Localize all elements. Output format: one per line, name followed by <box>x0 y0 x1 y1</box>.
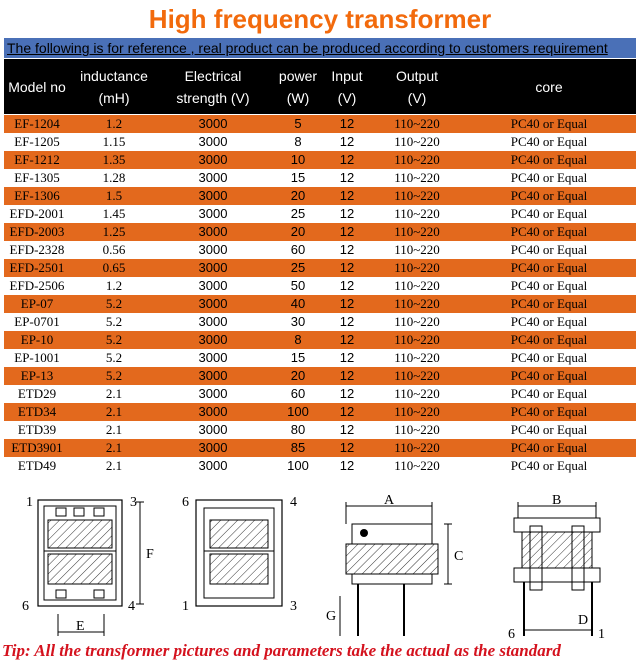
diagram-side-view <box>326 493 463 636</box>
header-input-line1: Input <box>331 67 363 84</box>
cell-power: 15 <box>290 170 306 185</box>
cell-inductance: 5.2 <box>105 350 123 365</box>
tip-text: Tip: All the transformer pictures and parameters take the actual as the standard <box>2 641 561 660</box>
cell-model: EFD-2501 <box>9 260 65 275</box>
table-row <box>4 439 636 457</box>
cell-strength: 3000 <box>198 404 228 419</box>
pin-label-1c: 1 <box>598 627 605 638</box>
cell-strength: 3000 <box>198 422 228 437</box>
dim-label-b: B <box>552 493 562 508</box>
header-output <box>372 59 462 114</box>
cell-core: PC40 or Equal <box>510 422 588 437</box>
header-input-line2: (V) <box>337 89 357 106</box>
cell-core: PC40 or Equal <box>510 404 588 419</box>
header-core: core <box>535 78 563 95</box>
cell-output: 110~220 <box>394 422 440 437</box>
cell-model: EF-1204 <box>14 116 60 131</box>
cell-input: 12 <box>339 440 355 455</box>
cell-inductance: 1.28 <box>102 170 126 185</box>
cell-power: 60 <box>290 386 306 401</box>
table-row <box>4 457 636 475</box>
cell-inductance: 1.15 <box>102 134 126 149</box>
cell-output: 110~220 <box>394 260 440 275</box>
cell-input: 12 <box>339 386 355 401</box>
cell-strength: 3000 <box>198 332 228 347</box>
pin-label-6c: 6 <box>508 627 515 638</box>
cell-model: EP-07 <box>20 296 54 311</box>
cell-output: 110~220 <box>394 314 440 329</box>
cell-model: EFD-2001 <box>9 206 65 221</box>
cell-strength: 3000 <box>198 152 228 167</box>
cell-strength: 3000 <box>198 386 228 401</box>
table-row <box>4 421 636 439</box>
cell-strength: 3000 <box>198 224 228 239</box>
cell-core: PC40 or Equal <box>510 332 588 347</box>
cell-model: ETD39 <box>17 422 57 437</box>
cell-inductance: 2.1 <box>105 386 123 401</box>
cell-model: EF-1306 <box>14 188 60 203</box>
cell-model: ETD29 <box>17 386 57 401</box>
header-strength-line1: Electrical <box>184 67 242 84</box>
cell-input: 12 <box>339 296 355 311</box>
dim-label-e: E <box>76 619 85 634</box>
pin-label-3: 3 <box>130 495 137 510</box>
cell-core: PC40 or Equal <box>510 350 588 365</box>
cell-inductance: 1.25 <box>102 224 126 239</box>
cell-model: EF-1305 <box>14 170 60 185</box>
cell-inductance: 0.56 <box>102 242 126 257</box>
header-inductance-line1: inductance <box>80 67 148 84</box>
cell-output: 110~220 <box>394 458 440 473</box>
cell-inductance: 5.2 <box>105 368 123 383</box>
cell-core: PC40 or Equal <box>510 170 588 185</box>
cell-model: EP-13 <box>20 368 54 383</box>
cell-core: PC40 or Equal <box>510 116 588 131</box>
cell-strength: 3000 <box>198 134 228 149</box>
cell-inductance: 1.35 <box>102 152 126 167</box>
header-inductance-line2: (mH) <box>98 89 130 106</box>
cell-inductance: 2.1 <box>105 422 123 437</box>
cell-strength: 3000 <box>198 170 228 185</box>
table-row <box>4 187 636 205</box>
dim-label-g: G <box>326 609 337 624</box>
cell-strength: 3000 <box>198 350 228 365</box>
cell-input: 12 <box>339 170 355 185</box>
cell-power: 20 <box>290 368 306 383</box>
cell-power: 8 <box>294 134 302 149</box>
cell-input: 12 <box>339 242 355 257</box>
cell-core: PC40 or Equal <box>510 296 588 311</box>
cell-strength: 3000 <box>198 260 228 275</box>
cell-input: 12 <box>339 152 355 167</box>
cell-output: 110~220 <box>394 368 440 383</box>
cell-core: PC40 or Equal <box>510 206 588 221</box>
cell-power: 15 <box>290 350 306 365</box>
dim-label-a: A <box>384 493 395 508</box>
cell-inductance: 2.1 <box>105 404 123 419</box>
cell-model: EF-1205 <box>14 134 60 149</box>
cell-inductance: 5.2 <box>105 332 123 347</box>
transformer-diagrams <box>0 486 640 638</box>
table-row <box>4 277 636 295</box>
dim-label-f: F <box>146 547 154 562</box>
header-output-line1: Output <box>395 67 439 84</box>
pin-label-6: 6 <box>22 599 29 614</box>
cell-power: 5 <box>294 116 302 131</box>
cell-core: PC40 or Equal <box>510 458 588 473</box>
cell-inductance: 2.1 <box>105 458 123 473</box>
cell-core: PC40 or Equal <box>510 152 588 167</box>
header-inductance <box>70 59 158 114</box>
cell-model: EF-1212 <box>14 152 60 167</box>
cell-input: 12 <box>339 404 355 419</box>
cell-power: 100 <box>287 404 309 419</box>
reference-note: The following is for reference , real product can be produced according to customers requirement <box>4 38 636 58</box>
cell-input: 12 <box>339 260 355 275</box>
table-row <box>4 385 636 403</box>
table-row <box>4 133 636 151</box>
cell-output: 110~220 <box>394 440 440 455</box>
cell-input: 12 <box>339 368 355 383</box>
cell-output: 110~220 <box>394 332 440 347</box>
cell-core: PC40 or Equal <box>510 368 588 383</box>
cell-power: 20 <box>290 224 306 239</box>
cell-strength: 3000 <box>198 242 228 257</box>
cell-inductance: 1.2 <box>105 278 123 293</box>
cell-model: EFD-2003 <box>9 224 65 239</box>
cell-output: 110~220 <box>394 170 440 185</box>
cell-model: EP-0701 <box>14 314 60 329</box>
cell-core: PC40 or Equal <box>510 224 588 239</box>
cell-power: 10 <box>290 152 306 167</box>
cell-output: 110~220 <box>394 386 440 401</box>
cell-input: 12 <box>339 314 355 329</box>
cell-inductance: 1.5 <box>105 188 123 203</box>
cell-output: 110~220 <box>394 188 440 203</box>
cell-input: 12 <box>339 332 355 347</box>
cell-input: 12 <box>339 422 355 437</box>
table-row <box>4 403 636 421</box>
cell-power: 50 <box>290 278 306 293</box>
page-title: High frequency transformer <box>148 4 492 34</box>
cell-output: 110~220 <box>394 404 440 419</box>
cell-output: 110~220 <box>394 296 440 311</box>
cell-strength: 3000 <box>198 314 228 329</box>
cell-model: ETD49 <box>17 458 57 473</box>
cell-inductance: 1.2 <box>105 116 123 131</box>
table-row <box>4 367 636 385</box>
cell-output: 110~220 <box>394 206 440 221</box>
pin-label-6b: 6 <box>182 495 189 510</box>
cell-core: PC40 or Equal <box>510 278 588 293</box>
cell-input: 12 <box>339 188 355 203</box>
header-input <box>322 59 372 114</box>
table-body <box>4 115 636 475</box>
table-row <box>4 259 636 277</box>
cell-power: 40 <box>290 296 306 311</box>
cell-strength: 3000 <box>198 440 228 455</box>
table-row <box>4 295 636 313</box>
table-row <box>4 169 636 187</box>
cell-strength: 3000 <box>198 188 228 203</box>
cell-power: 100 <box>287 458 309 473</box>
cell-inductance: 5.2 <box>105 296 123 311</box>
pin-label-1: 1 <box>26 495 33 510</box>
table-row <box>4 115 636 133</box>
table-row <box>4 313 636 331</box>
diagram-back-view <box>182 495 297 614</box>
cell-strength: 3000 <box>198 206 228 221</box>
cell-model: ETD34 <box>17 404 57 419</box>
dim-label-d: D <box>578 613 589 628</box>
cell-output: 110~220 <box>394 152 440 167</box>
cell-core: PC40 or Equal <box>510 134 588 149</box>
cell-strength: 3000 <box>198 296 228 311</box>
table-row <box>4 349 636 367</box>
cell-input: 12 <box>339 458 355 473</box>
cell-output: 110~220 <box>394 278 440 293</box>
cell-input: 12 <box>339 224 355 239</box>
pin-label-1b: 1 <box>182 599 189 614</box>
cell-inductance: 2.1 <box>105 440 123 455</box>
cell-core: PC40 or Equal <box>510 440 588 455</box>
table-header <box>4 59 636 114</box>
cell-power: 80 <box>290 422 306 437</box>
cell-output: 110~220 <box>394 350 440 365</box>
header-power-line1: power <box>278 67 318 84</box>
cell-strength: 3000 <box>198 116 228 131</box>
table-row <box>4 223 636 241</box>
cell-power: 60 <box>290 242 306 257</box>
cell-output: 110~220 <box>394 242 440 257</box>
diagram-end-view <box>508 493 605 638</box>
cell-output: 110~220 <box>394 134 440 149</box>
diagram-front-view <box>22 495 154 636</box>
cell-model: EFD-2328 <box>9 242 65 257</box>
cell-model: ETD3901 <box>11 440 63 455</box>
cell-core: PC40 or Equal <box>510 386 588 401</box>
header-model: Model no <box>8 78 66 95</box>
cell-power: 20 <box>290 188 306 203</box>
cell-model: EP-1001 <box>14 350 60 365</box>
dim-label-c: C <box>454 549 464 564</box>
cell-output: 110~220 <box>394 116 440 131</box>
cell-input: 12 <box>339 206 355 221</box>
cell-strength: 3000 <box>198 278 228 293</box>
cell-input: 12 <box>339 134 355 149</box>
pin-label-4b: 4 <box>290 495 297 510</box>
header-output-line2: (V) <box>407 89 427 106</box>
cell-core: PC40 or Equal <box>510 314 588 329</box>
header-strength <box>158 59 268 114</box>
cell-core: PC40 or Equal <box>510 242 588 257</box>
cell-power: 85 <box>290 440 306 455</box>
header-strength-line2: strength (V) <box>176 89 250 106</box>
cell-power: 25 <box>290 260 306 275</box>
cell-core: PC40 or Equal <box>510 188 588 203</box>
cell-input: 12 <box>339 116 355 131</box>
cell-model: EFD-2506 <box>9 278 65 293</box>
header-power <box>274 59 322 114</box>
cell-strength: 3000 <box>198 458 228 473</box>
cell-power: 25 <box>290 206 306 221</box>
table-row <box>4 205 636 223</box>
cell-inductance: 0.65 <box>102 260 126 275</box>
cell-input: 12 <box>339 278 355 293</box>
cell-input: 12 <box>339 350 355 365</box>
cell-output: 110~220 <box>394 224 440 239</box>
cell-inductance: 5.2 <box>105 314 123 329</box>
cell-strength: 3000 <box>198 368 228 383</box>
cell-model: EP-10 <box>20 332 54 347</box>
table-row <box>4 241 636 259</box>
header-power-line2: (W) <box>286 89 310 106</box>
cell-inductance: 1.45 <box>102 206 126 221</box>
cell-core: PC40 or Equal <box>510 260 588 275</box>
cell-power: 30 <box>290 314 306 329</box>
table-row <box>4 331 636 349</box>
table-row <box>4 151 636 169</box>
pin-label-4: 4 <box>128 599 135 614</box>
pin-label-3b: 3 <box>290 599 297 614</box>
cell-power: 8 <box>294 332 302 347</box>
